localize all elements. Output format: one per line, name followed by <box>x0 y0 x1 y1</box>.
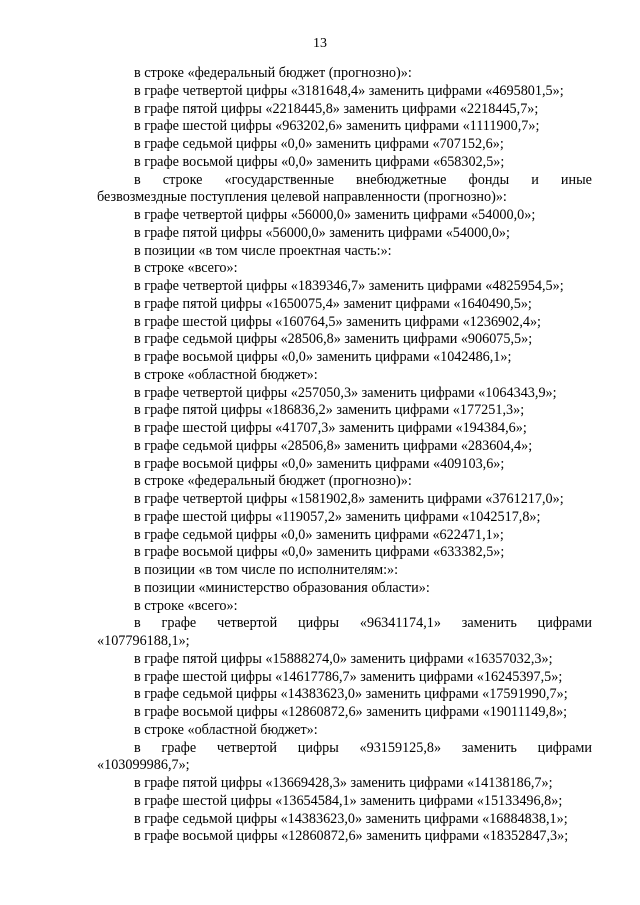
word: строке <box>162 171 203 188</box>
word: цифрами <box>537 615 592 632</box>
word: в <box>134 615 141 632</box>
text-line: в позиции «в том числе по исполнителям:»: <box>134 562 399 578</box>
text-line: в строке «федеральный бюджет (прогнозно)»: <box>134 65 412 81</box>
text-line: в строке «всего»: <box>134 260 238 277</box>
text-line: в графе пятой цифры «13669428,3» заменить цифрами «14138186,7»; <box>134 775 553 791</box>
text-line <box>97 740 592 758</box>
text-line: в графе шестой цифры «13654584,1» заменить цифрами «15133496,8»; <box>134 792 563 809</box>
text-line: в графе восьмой цифры «0,0» заменить цифрами «409103,6»; <box>134 455 505 472</box>
word: иные <box>560 171 592 188</box>
word: «государственные <box>224 171 334 188</box>
text-line: в графе пятой цифры «56000,0» заменить цифрами «54000,0»; <box>134 224 510 241</box>
word: графе <box>161 615 197 632</box>
text-line: в графе восьмой цифры «0,0» заменить цифрами «658302,5»; <box>134 153 505 170</box>
word: внебюджетные <box>356 171 447 188</box>
word: «93159125,8» <box>359 739 442 756</box>
text-line: безвозмездные поступления целевой направленности (прогнозно)»: <box>97 189 507 206</box>
text-line: в строке «всего»: <box>134 597 238 614</box>
word: четвертой <box>216 739 278 756</box>
text-line: в графе четвертой цифры «1839346,7» заменить цифрами «4825954,5»; <box>134 278 564 294</box>
text-line: в графе седьмой цифры «0,0» заменить цифрами «707152,6»; <box>134 136 504 152</box>
word: цифрами <box>537 739 592 756</box>
word: четвертой <box>217 615 278 632</box>
word: в <box>134 171 141 188</box>
text-line: в строке «федеральный бюджет (прогнозно)»: <box>134 473 412 490</box>
text-line: в строке «областной бюджет»: <box>134 366 318 383</box>
text-line: в графе восьмой цифры «12860872,6» заменить цифрами «18352847,3»; <box>134 828 569 845</box>
word: цифры <box>297 739 339 756</box>
text-line: в строке «областной бюджет»: <box>134 721 318 738</box>
text-line: в графе седьмой цифры «28506,8» заменить цифрами «906075,5»; <box>134 331 533 348</box>
text-line <box>97 615 592 633</box>
text-line: в графе восьмой цифры «0,0» заменить цифрами «633382,5»; <box>134 544 505 561</box>
text-line: в графе седьмой цифры «0,0» заменить цифрами «622471,1»; <box>134 526 504 543</box>
text-line: в позиции «министерство образования области»: <box>134 579 430 596</box>
document-body <box>97 65 592 846</box>
text-line: в графе шестой цифры «119057,2» заменить цифрами «1042517,8»; <box>134 508 541 525</box>
text-line: в графе восьмой цифры «0,0» заменить цифрами «1042486,1»; <box>134 349 512 365</box>
text-line: в графе четвертой цифры «1581902,8» заменить цифрами «3761217,0»; <box>134 491 564 507</box>
text-line: в графе шестой цифры «14617786,7» заменить цифрами «16245397,5»; <box>134 668 563 685</box>
word: и <box>531 171 539 188</box>
text-line: в графе пятой цифры «186836,2» заменить цифрами «177251,3»; <box>134 402 525 419</box>
text-line: в графе седьмой цифры «28506,8» заменить цифрами «283604,4»; <box>134 437 533 454</box>
text-line: в графе седьмой цифры «14383623,0» заменить цифрами «16884838,1»; <box>134 810 568 827</box>
word: заменить <box>461 615 517 632</box>
text-line: в графе шестой цифры «41707,3» заменить цифрами «194384,6»; <box>134 420 527 436</box>
text-line: в графе восьмой цифры «12860872,6» заменить цифрами «19011149,8»; <box>134 704 568 720</box>
word: «96341174,1» <box>359 615 441 632</box>
text-line: в графе четвертой цифры «3181648,4» заменить цифрами «4695801,5»; <box>134 82 564 99</box>
page-number: 13 <box>313 36 327 51</box>
word: цифры <box>298 615 340 632</box>
text-line: «103099986,7»; <box>97 757 190 774</box>
text-line: в графе пятой цифры «15888274,0» заменить цифрами «16357032,3»; <box>134 650 553 667</box>
word: фонды <box>468 171 510 188</box>
text-line <box>97 172 592 190</box>
text-line: в графе шестой цифры «160764,5» заменить цифрами «1236902,4»; <box>134 313 541 330</box>
word: графе <box>161 739 197 756</box>
text-line: в графе четвертой цифры «257050,3» заменить цифрами «1064343,9»; <box>134 384 557 401</box>
text-line: «107796188,1»; <box>97 633 190 649</box>
text-line: в графе шестой цифры «963202,6» заменить цифрами «1111900,7»; <box>134 118 540 135</box>
word: в <box>134 739 141 756</box>
text-line: в графе пятой цифры «2218445,8» заменить цифрами «2218445,7»; <box>134 100 539 117</box>
text-line: в графе седьмой цифры «14383623,0» заменить цифрами «17591990,7»; <box>134 686 568 703</box>
word: заменить <box>461 739 517 756</box>
text-line: в позиции «в том числе проектная часть:»: <box>134 242 392 259</box>
text-line: в графе четвертой цифры «56000,0» заменить цифрами «54000,0»; <box>134 207 536 223</box>
text-line: в графе пятой цифры «1650075,4» заменит цифрами «1640490,5»; <box>134 295 532 312</box>
